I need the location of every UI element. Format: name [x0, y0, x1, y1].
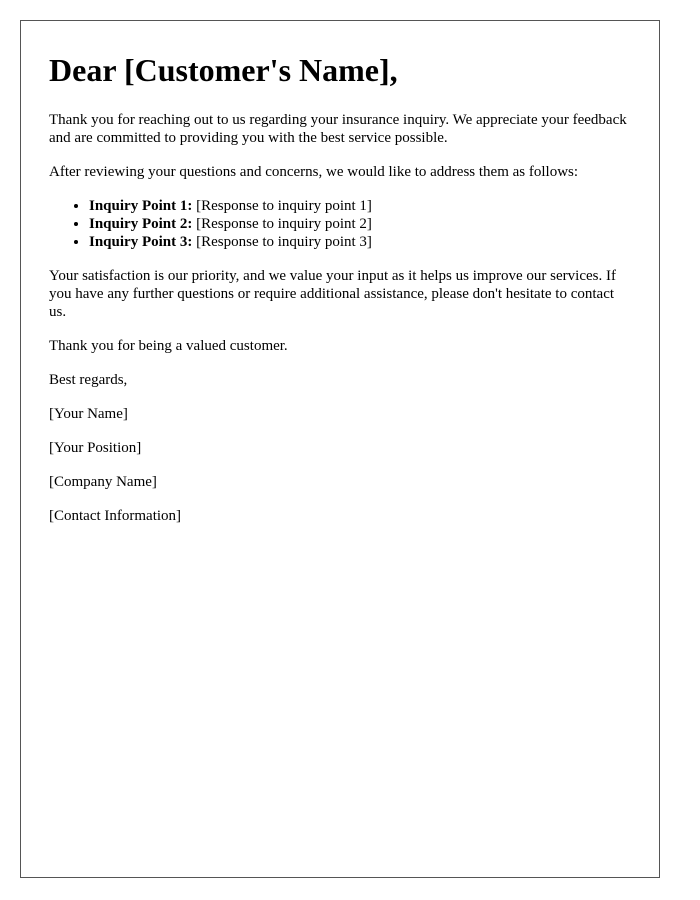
inquiry-list — [49, 197, 631, 251]
inquiry-item — [89, 215, 631, 233]
letter-page — [20, 20, 660, 878]
inquiry-item — [89, 233, 631, 251]
sign-off: Best regards, — [49, 372, 128, 388]
review-paragraph: After reviewing your questions and concerns, we would like to address them as follows: — [49, 164, 579, 180]
thanks-paragraph: Thank you for being a valued customer. — [49, 338, 288, 354]
inquiry-item — [89, 197, 631, 215]
inquiry-response: [Response to inquiry point 1] — [196, 198, 372, 214]
inquiry-response: [Response to inquiry point 2] — [196, 216, 372, 232]
satisfaction-paragraph: Your satisfaction is our priority, and we value your input as it helps us improve our services. If you have any further questions or require additional assistance, please don't hesitate to contact us. — [49, 268, 616, 320]
company-name: [Company Name] — [49, 474, 157, 490]
sender-name: [Your Name] — [49, 406, 128, 422]
inquiry-label: Inquiry Point 1: — [89, 198, 193, 214]
sender-position: [Your Position] — [49, 440, 142, 456]
intro-paragraph: Thank you for reaching out to us regarding your insurance inquiry. We appreciate your feedback and are committed to providing you with the best service possible. — [49, 112, 627, 146]
inquiry-label: Inquiry Point 2: — [89, 216, 193, 232]
inquiry-label: Inquiry Point 3: — [89, 234, 193, 250]
contact-information: [Contact Information] — [49, 508, 182, 524]
inquiry-response: [Response to inquiry point 3] — [196, 234, 372, 250]
greeting-heading: Dear [Customer's Name], — [49, 52, 398, 88]
